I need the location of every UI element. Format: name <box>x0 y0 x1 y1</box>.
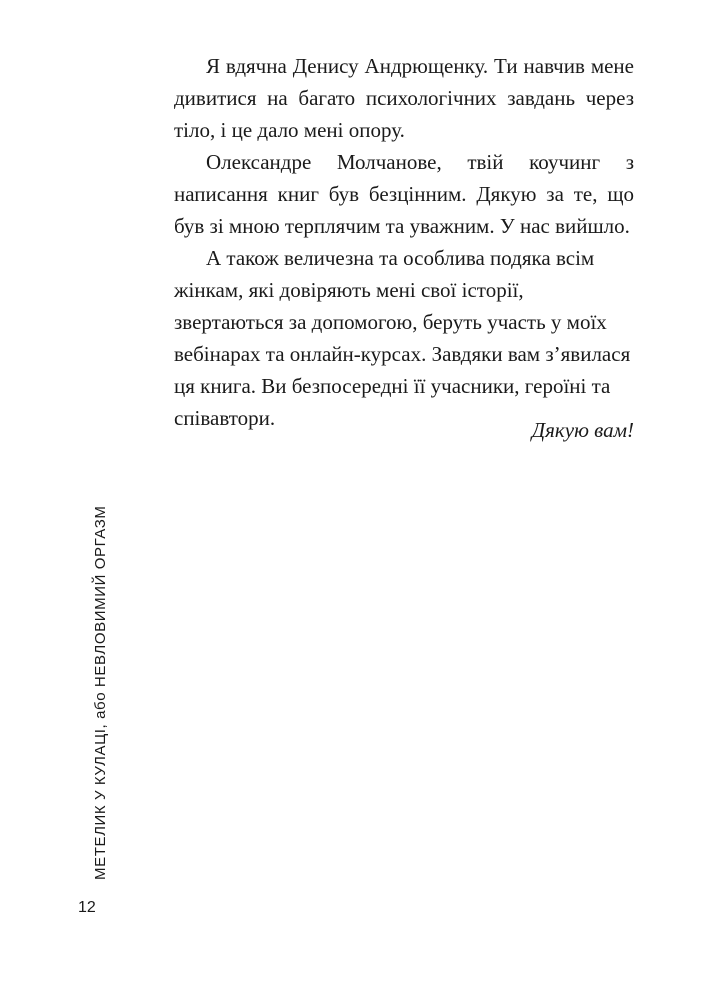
paragraph-thanks-denys: Я вдячна Денису Андрющенку. Ти навчив мене дивитися на багато психологічних завдань через тіло, і це дало мені опору. <box>174 54 634 142</box>
closing-signature: Дякую вам! <box>531 418 634 442</box>
main-text <box>174 50 634 434</box>
paragraph-thanks-women: А також величезна та особлива подяка всім жінкам, які довіряють мені свої історії, звертаються за допомогою, беруть участь у моїх вебінарах та онлайн-курсах. Завдяки вам з’явилася ця книга. Ви безпосередні її учасники, героїні та співавтори. <box>174 246 631 430</box>
page-number: 12 <box>78 899 96 916</box>
running-title: МЕТЕЛИК У КУЛАЦІ, або НЕВЛОВИМИЙ ОРГАЗМ <box>92 505 109 880</box>
paragraph-thanks-oleksandr: Олександре Молчанове, твій коучинг з написання книг був безцінним. Дякую за те, що був зі мною терплячим та уважним. У нас вийшло. <box>174 150 634 238</box>
